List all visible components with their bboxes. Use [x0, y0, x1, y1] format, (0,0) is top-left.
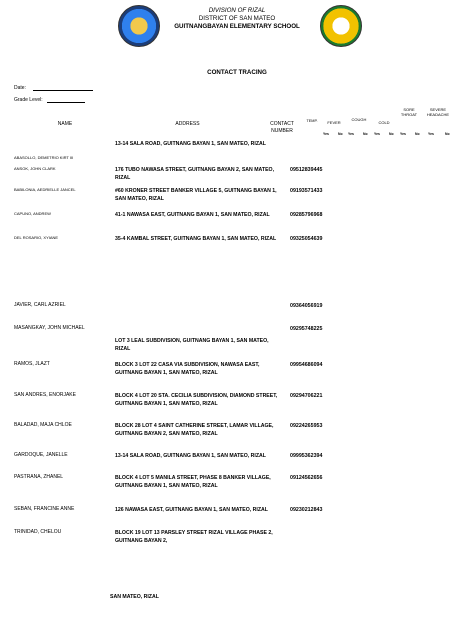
row-5-name: DEL ROSARIO, XYIANE [14, 235, 59, 240]
row-10-phone: 09224265953 [290, 423, 323, 429]
row-6-phone: 09364056919 [290, 303, 323, 309]
row-5-address: 35-4 KAMBAL STREET, GUITNANG BAYAN 1, SAN MATEO, RIZAL [115, 236, 277, 242]
row-2-name: ANSOK, JOHN CLARK [14, 166, 56, 171]
cough-yes: Yes [348, 132, 354, 136]
row-3-phone: 09193571433 [290, 188, 323, 194]
row-11-phone: 09995362394 [290, 453, 323, 459]
row-2-address: 176 TUBO NAWASA STREET, GUITNANG BAYAN 2, SAN MATEO, RIZAL [115, 167, 275, 182]
row-12-name: PASTRANA, ZHANEL [14, 474, 64, 480]
grade-level-field [14, 97, 85, 103]
district-name: DISTRICT OF SAN MATEO [198, 15, 276, 22]
cold-no: No [389, 132, 394, 136]
row-8-name: RAMOS, JLAZT [14, 361, 50, 367]
col-severe-headache: SEVERE HEADACHE [426, 107, 450, 118]
row-7-address: LOT 3 LEAL SUBDIVISION, GUITNANG BAYAN 1, SAN MATEO, RIZAL [115, 338, 269, 353]
date-blank[interactable] [33, 90, 93, 91]
row-7-phone: 09295748225 [290, 326, 323, 332]
date-label: Date: [14, 85, 26, 91]
row-4-address: 41-1 NAWASA EAST, GUITNANG BAYAN 1, SAN MATEO, RIZAL [115, 212, 270, 218]
grade-level-blank[interactable] [47, 102, 85, 103]
row-1-name: ABASOLLO, DEMETRIO KIRT III [14, 155, 74, 160]
row-4-name: CAPUNO, ANDREW [14, 211, 51, 216]
fever-no: No [338, 132, 343, 136]
row-2-phone: 09512839445 [290, 167, 323, 173]
severe-headache-yes: Yes [428, 132, 434, 136]
row-4-phone: 09285796968 [290, 212, 323, 218]
col-cold: COLD [378, 120, 390, 125]
col-contact-number: CONTACT NUMBER [270, 121, 294, 134]
row-7-name: MASANGKAY, JOHN MICHAEL [14, 325, 85, 331]
row-1-address: 13-14 SALA ROAD, GUITNANG BAYAN 1, SAN MATEO, RIZAL [115, 141, 266, 147]
row-10-address: BLOCK 28 LOT 4 SAINT CATHERINE STREET, LAMAR VILLAGE, GUITNANG BAYAN 2, SAN MATEO, RIZAL [115, 423, 274, 438]
row-6-name: JAVIER, CARL AZRIEL [14, 302, 66, 308]
row-8-phone: 09954686094 [290, 362, 323, 368]
row-8-address: BLOCK 3 LOT 22 CASA VIA SUBDIVISION, NAWASA EAST, GUITNANG BAYAN 1, SAN MATEO, RIZAL [115, 362, 260, 377]
severe-headache-no: No [445, 132, 450, 136]
col-fever: FEVER [327, 120, 341, 125]
row-13-phone: 09230212843 [290, 507, 323, 513]
row-3-name: BABILONIA, AEDRIELLE JANCEL [14, 187, 76, 192]
row-9-phone: 09294706221 [290, 393, 323, 399]
row-14-name: TRINIDAD, CHELOU [14, 529, 62, 535]
fever-yes: Yes [323, 132, 329, 136]
row-11-address: 13-14 SALA ROAD, GUITNANG BAYAN 1, SAN MATEO, RIZAL [115, 453, 266, 459]
footer-address: SAN MATEO, RIZAL [110, 594, 159, 600]
date-field [14, 85, 93, 91]
row-13-address: 126 NAWASA EAST, GUITNANG BAYAN 1, SAN MATEO, RIZAL [115, 507, 268, 513]
cough-no: No [363, 132, 368, 136]
row-11-name: GARDOQUE, JANELLE [14, 452, 68, 458]
col-name: NAME [57, 121, 73, 127]
col-sore-throat: SORE THROAT [400, 107, 418, 118]
row-5-phone: 09325054639 [290, 236, 323, 242]
row-12-phone: 09124562656 [290, 475, 323, 481]
row-10-name: BALADAD, MAJA CHLOE [14, 422, 72, 428]
sore-throat-no: No [415, 132, 420, 136]
row-13-name: SEBAN, FRANCINE ANNE [14, 506, 75, 512]
grade-level-label: Grade Level: [14, 97, 43, 103]
cold-yes: Yes [374, 132, 380, 136]
page-title: CONTACT TRACING [207, 69, 267, 76]
col-temp: TEMP. [306, 119, 318, 123]
school-name: GUITNANGBAYAN ELEMENTARY SCHOOL [174, 23, 300, 30]
division-name: DIVISION OF RIZAL [208, 7, 266, 14]
col-cough: COUGH [351, 117, 367, 122]
col-address: ADDRESS [175, 121, 200, 127]
sore-throat-yes: Yes [400, 132, 406, 136]
row-14-address: BLOCK 19 LOT 13 PARSLEY STREET RIZAL VILLAGE PHASE 2, GUITNANG BAYAN 2, [115, 530, 273, 545]
row-3-address: #60 KRONER STREET BANKER VILLAGE 5, GUITNANG BAYAN 1, SAN MATEO, RIZAL [115, 188, 277, 203]
row-9-address: BLOCK 4 LOT 20 STA. CECILIA SUBDIVISION, DIAMOND STREET, GUITNANG BAYAN 1, SAN MATEO, RIZAL [115, 393, 278, 408]
row-12-address: BLOCK 4 LOT 5 MANILA STREET, PHASE 8 BANKER VILLAGE, GUITNANG BAYAN 1, SAN MATEO, RIZAL [115, 475, 271, 490]
row-9-name: SAN ANDRES, ENORJAKE [14, 392, 76, 398]
